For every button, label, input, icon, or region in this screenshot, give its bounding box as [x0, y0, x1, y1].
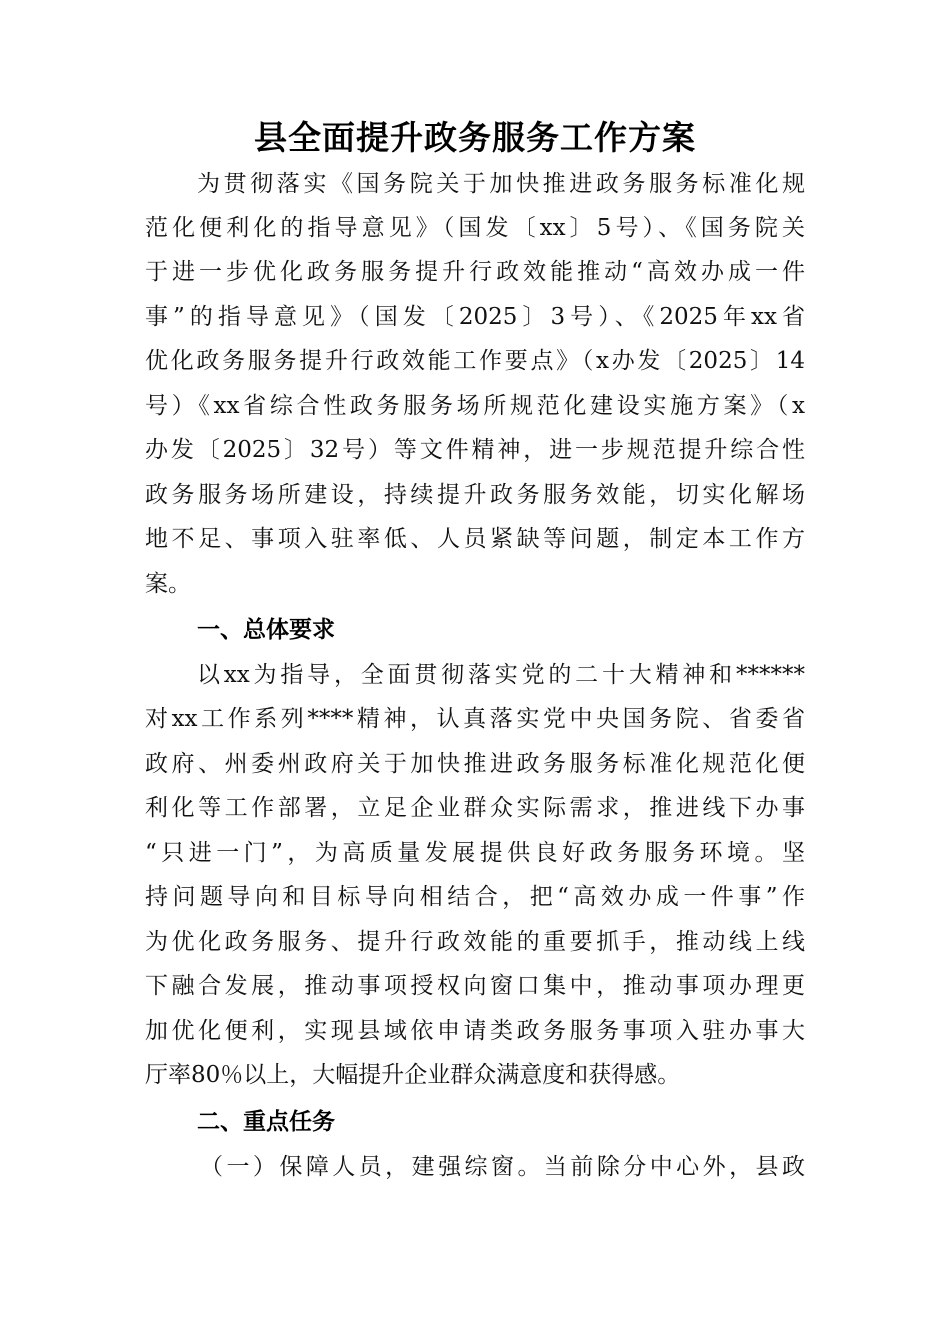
paragraph-line: 地不足、事项入驻率低、人员紧缺等问题，制定本工作方 [145, 526, 805, 552]
paragraph-line: 政务服务场所建设，持续提升政务服务效能，切实化解场 [145, 482, 805, 508]
paragraph-line: 办发〔2025〕32号）等文件精神，进一步规范提升综合性 [145, 437, 805, 463]
section-heading: 二、重点任务 [197, 1109, 335, 1135]
paragraph-line: 案。 [145, 571, 191, 597]
paragraph-line: 以xx为指导，全面贯彻落实党的二十大精神和****** [197, 662, 805, 688]
paragraph-line: 为贯彻落实《国务院关于加快推进政务服务标准化规 [197, 171, 805, 197]
paragraph-line: 政府、州委州政府关于加快推进政务服务标准化规范化便 [145, 751, 805, 777]
paragraph-line: （一）保障人员，建强综窗。当前除分中心外，县政 [200, 1154, 805, 1180]
paragraph-line: 号）《xx省综合性政务服务场所规范化建设实施方案》（x [145, 393, 805, 419]
paragraph-line: 加优化便利，实现县域依申请类政务服务事项入驻办事大 [145, 1018, 805, 1044]
paragraph-line: 事”的指导意见》（国发〔2025〕3号）、《2025年xx省 [145, 304, 805, 330]
paragraph-line: 下融合发展，推动事项授权向窗口集中，推动事项办理更 [145, 973, 805, 999]
section-heading: 一、总体要求 [197, 617, 335, 643]
paragraph-line: 为优化政务服务、提升行政效能的重要抓手，推动线上线 [145, 929, 805, 955]
paragraph-line: 持问题导向和目标导向相结合，把“高效办成一件事”作 [145, 884, 805, 910]
paragraph-line: “只进一门”，为高质量发展提供良好政务服务环境。坚 [145, 840, 805, 866]
document-title: 县全面提升政务服务工作方案 [254, 118, 696, 157]
paragraph-line: 利化等工作部署，立足企业群众实际需求，推进线下办事 [145, 795, 805, 821]
paragraph-line: 范化便利化的指导意见》（国发〔xx〕5号）、《国务院关 [145, 215, 805, 241]
paragraph-line: 优化政务服务提升行政效能工作要点》（x办发〔2025〕14 [145, 348, 805, 374]
paragraph-line: 厅率80％以上，大幅提升企业群众满意度和获得感。 [145, 1062, 681, 1088]
paragraph-line: 于进一步优化政务服务提升行政效能推动“高效办成一件 [145, 259, 805, 285]
paragraph-line: 对xx工作系列****精神，认真落实党中央国务院、省委省 [145, 706, 805, 732]
